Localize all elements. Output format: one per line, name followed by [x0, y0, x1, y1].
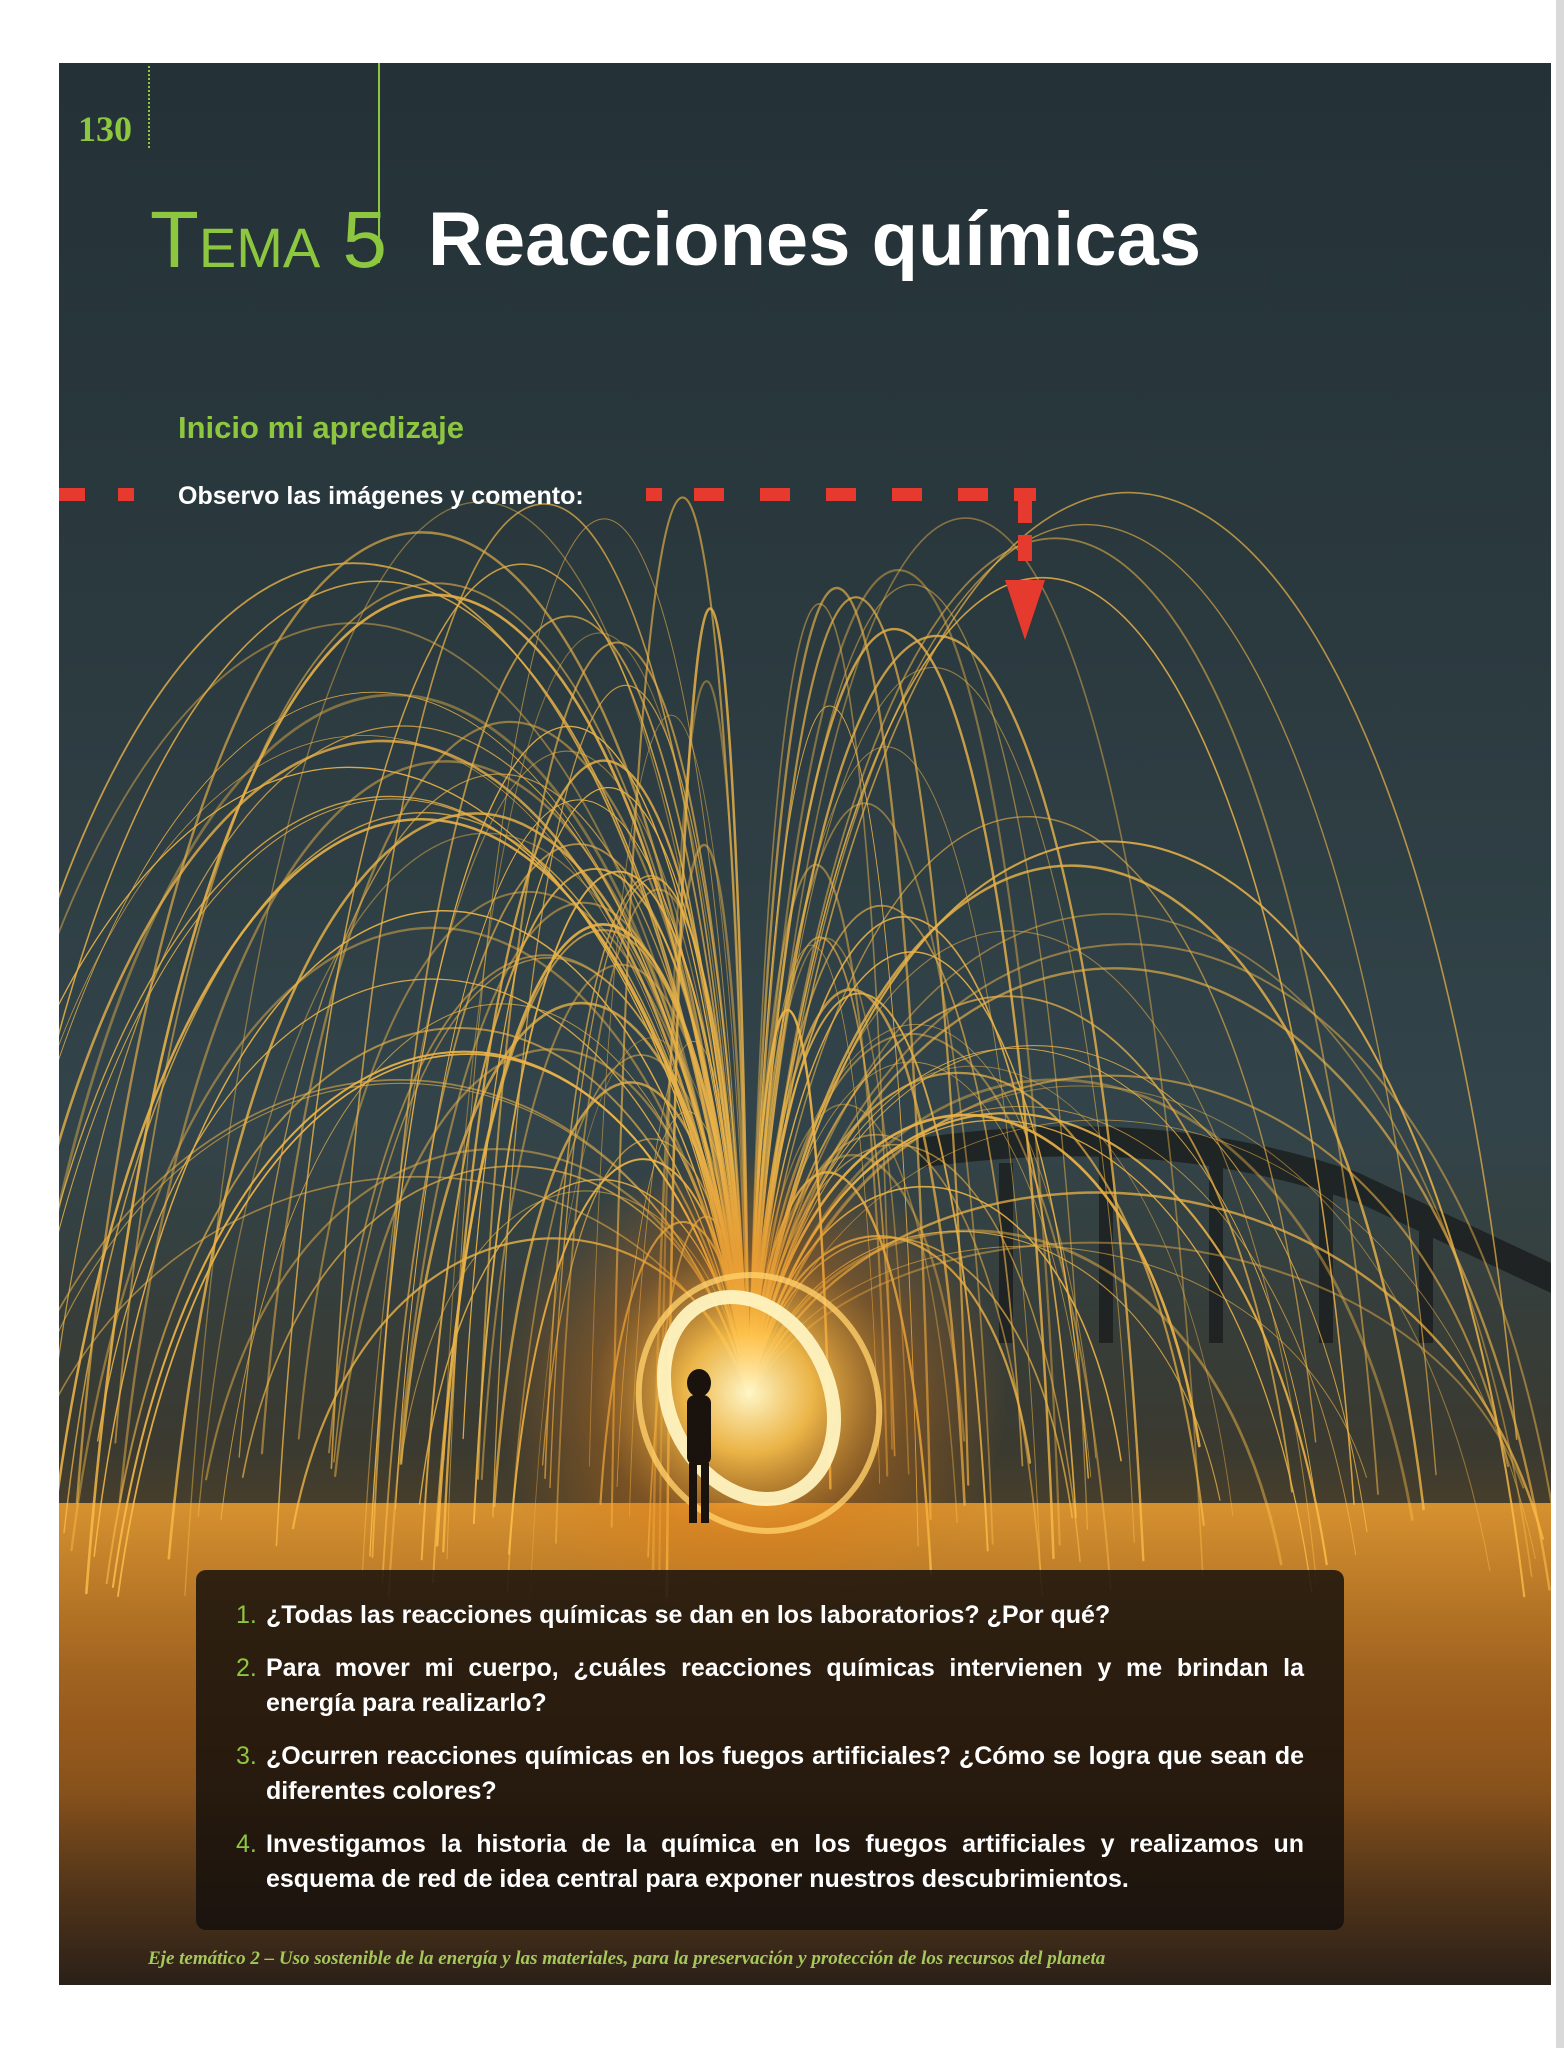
- chapter-label-initial: T: [150, 195, 199, 284]
- spark-glow: [489, 1153, 1009, 1633]
- question-text: ¿Todas las reacciones químicas se dan en los laboratorios? ¿Por qué?: [266, 1601, 1111, 1629]
- question-item: [236, 1598, 1304, 1633]
- dashed-arrow: [0, 0, 1564, 700]
- arrow-head-icon: [1005, 580, 1045, 640]
- question-number: 4.: [236, 1830, 257, 1858]
- thematic-axis-footer: Eje temático 2 – Uso sostenible de la energía y las materiales, para la preservación y protección de los recursos del planeta: [148, 1948, 1106, 1969]
- question-item: [236, 1827, 1304, 1897]
- page-number: 130: [78, 109, 132, 149]
- instruction-text: Observo las imágenes y comento:: [178, 482, 584, 510]
- question-text: Para mover mi cuerpo, ¿cuáles reacciones químicas intervienen y me brindan la energía para realizarlo?: [266, 1654, 1304, 1717]
- question-item: [236, 1739, 1304, 1809]
- question-text: ¿Ocurren reacciones químicas en los fuegos artificiales? ¿Cómo se logra que sean de diferentes colores?: [266, 1742, 1304, 1805]
- chapter-number: 5: [342, 195, 387, 284]
- chapter-label-rest: EMA: [198, 216, 321, 279]
- question-list: [236, 1598, 1304, 1915]
- chapter-title: Reacciones químicas: [428, 197, 1202, 282]
- question-item: [236, 1651, 1304, 1721]
- question-number: 3.: [236, 1742, 257, 1770]
- section-heading: Inicio mi apredizaje: [178, 410, 464, 445]
- question-number: 2.: [236, 1654, 257, 1682]
- question-number: 1.: [236, 1601, 257, 1629]
- question-text: Investigamos la historia de la química en los fuegos artificiales y realizamos un esquema de red de idea central para exponer nuestros descubrimientos.: [266, 1830, 1304, 1893]
- question-panel: [196, 1570, 1344, 1930]
